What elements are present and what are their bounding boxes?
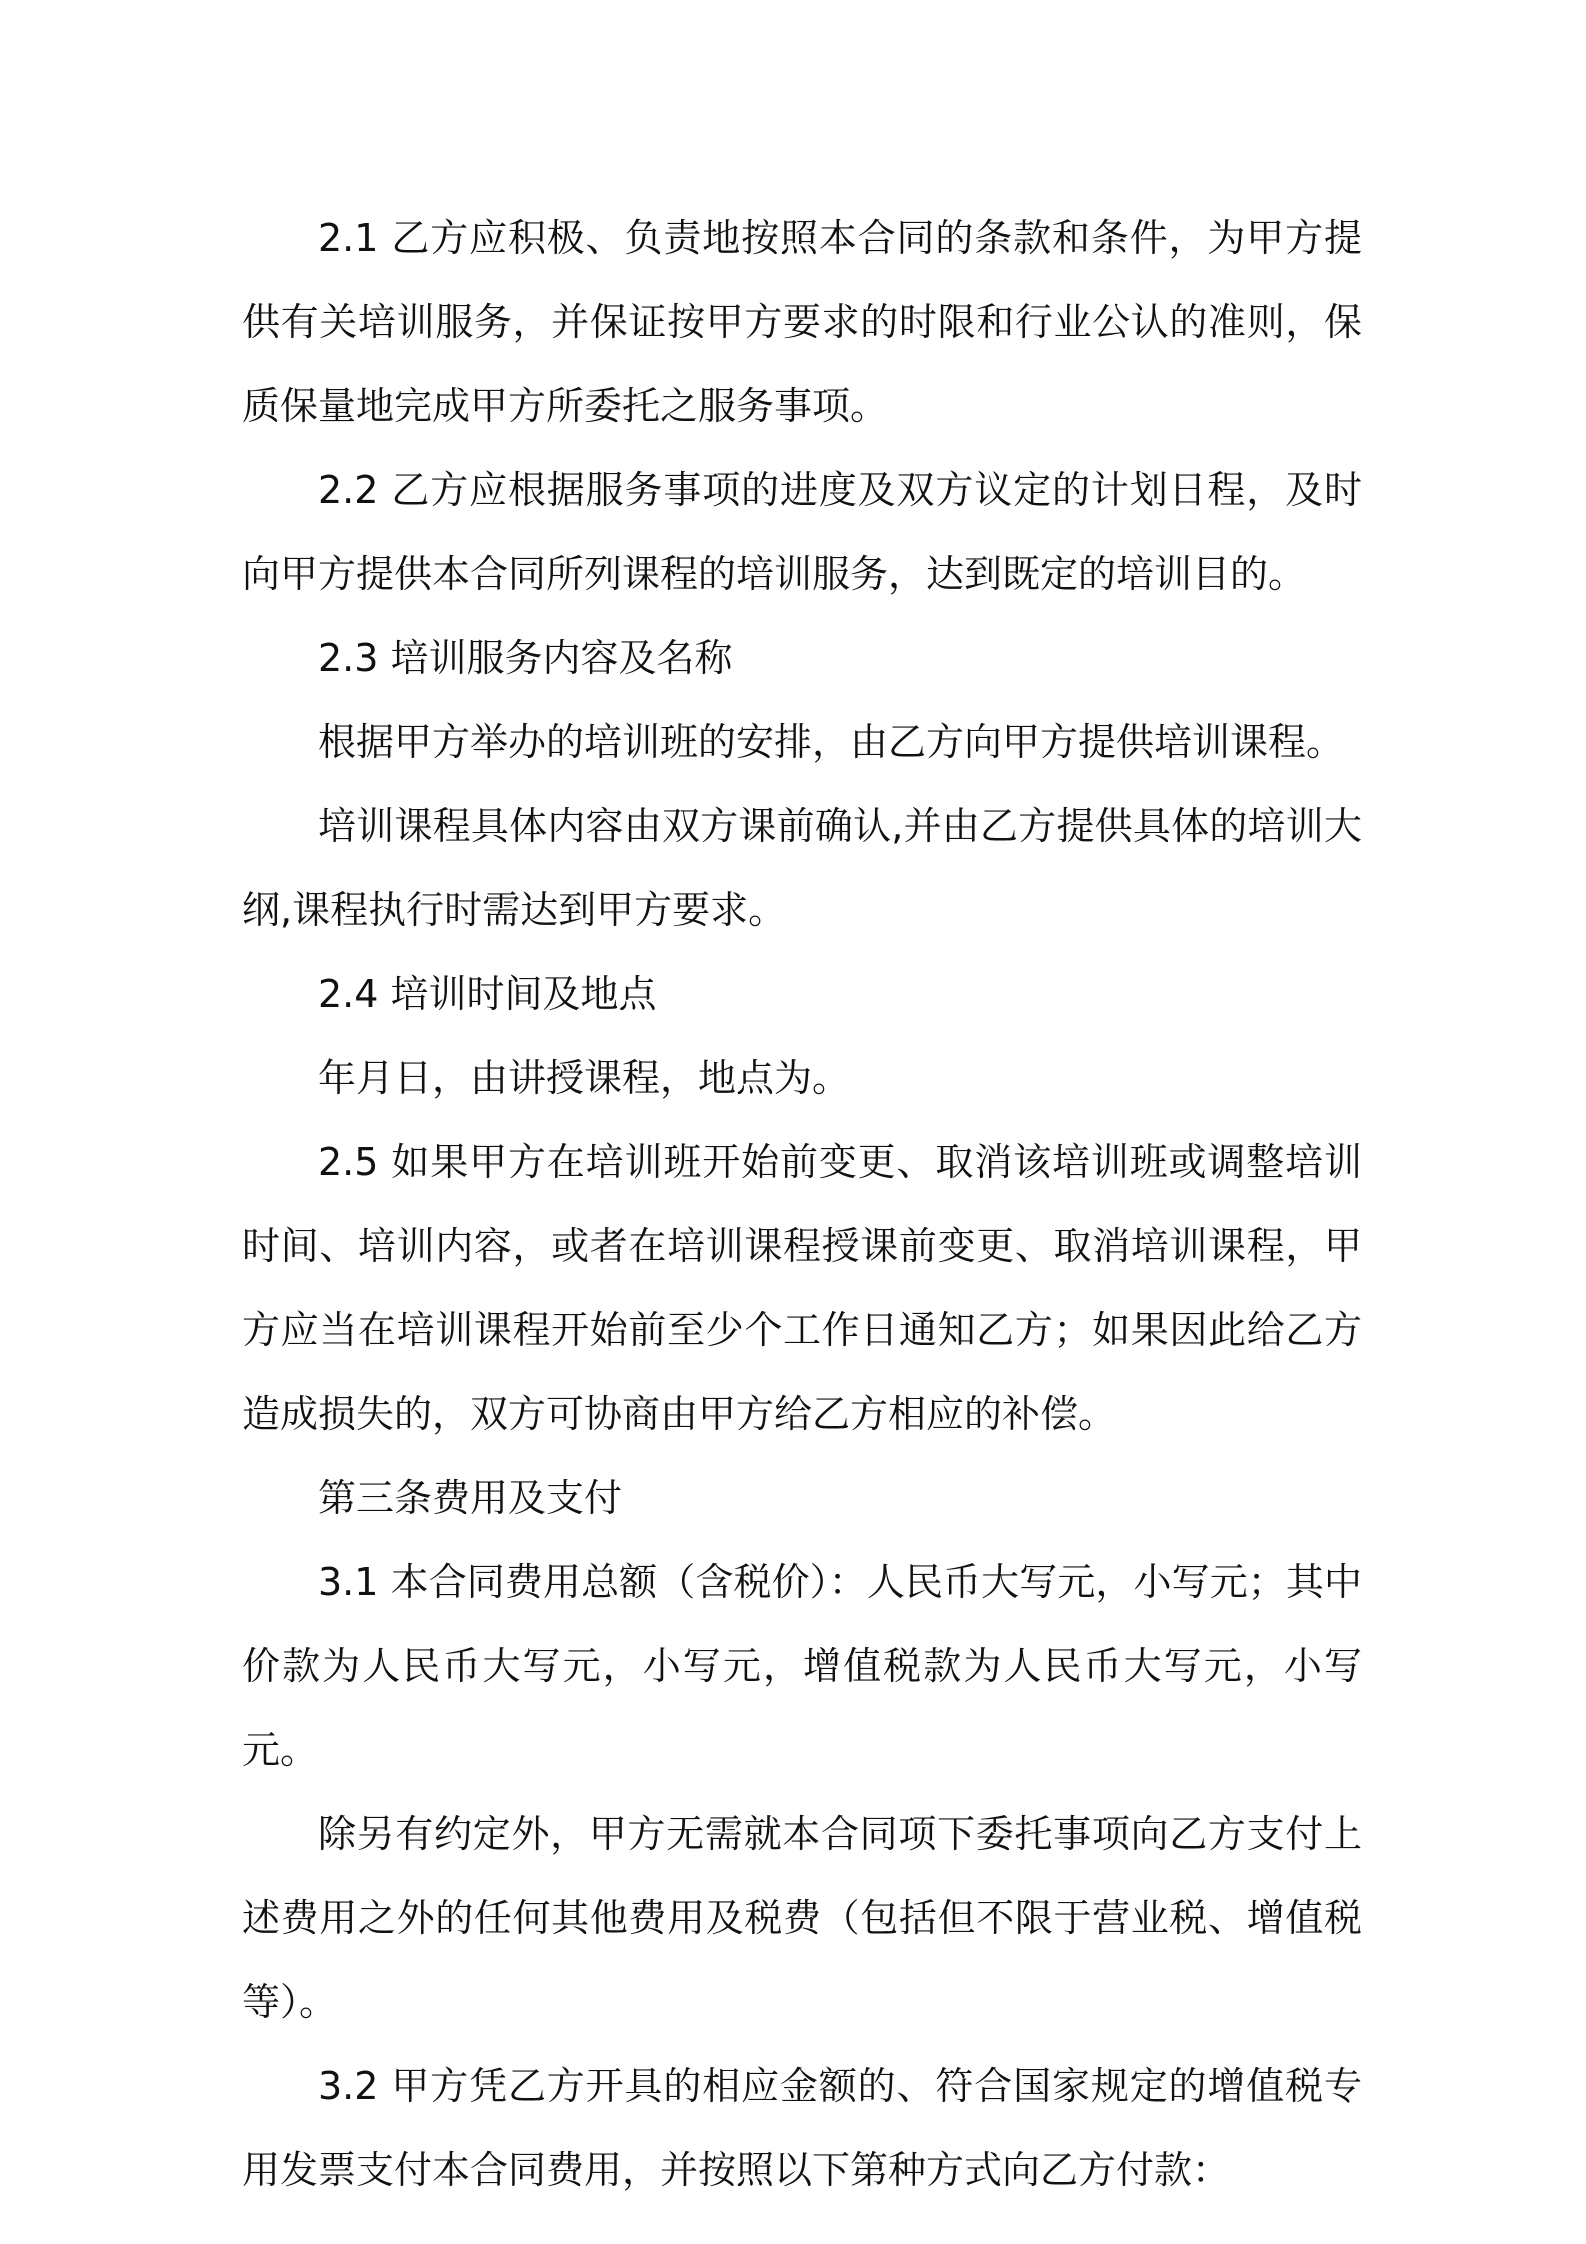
- paragraph-2-1: 2.1 乙方应积极、负责地按照本合同的条款和条件，为甲方提供有关培训服务，并保证按甲方要求的时限和行业公认的准则，保质保量地完成甲方所委托之服务事项。: [242, 216, 1362, 428]
- paragraph-3-1: 3.1 本合同费用总额（含税价）：人民币大写元，小写元；其中价款为人民币大写元，小写元，增值税款为人民币大写元，小写元。: [242, 1560, 1362, 1772]
- document-body: [242, 196, 1362, 2212]
- paragraph-2-3-content: 培训课程具体内容由双方课前确认,并由乙方提供具体的培训大纲,课程执行时需达到甲方要求。: [242, 804, 1362, 932]
- paragraph-3-1-extra: 除另有约定外，甲方无需就本合同项下委托事项向乙方支付上述费用之外的任何其他费用及税费（包括但不限于营业税、增值税等）。: [242, 1812, 1362, 2024]
- paragraph-2-5: 2.5 如果甲方在培训班开始前变更、取消该培训班或调整培训时间、培训内容，或者在培训课程授课前变更、取消培训课程，甲方应当在培训课程开始前至少个工作日通知乙方；如果因此给乙方造成损失的，双方可协商由甲方给乙方相应的补偿。: [242, 1140, 1362, 1436]
- paragraph-3-2: 3.2 甲方凭乙方开具的相应金额的、符合国家规定的增值税专用发票支付本合同费用，并按照以下第种方式向乙方付款：: [242, 2064, 1362, 2192]
- heading-2-4: 2.4 培训时间及地点: [318, 972, 657, 1016]
- paragraph-2-4-time-place: 年月日，由讲授课程，地点为。: [318, 1056, 851, 1100]
- heading-2-3: 2.3 培训服务内容及名称: [318, 636, 733, 680]
- paragraph-2-3-arrangement: 根据甲方举办的培训班的安排，由乙方向甲方提供培训课程。: [318, 720, 1345, 764]
- paragraph-2-2: 2.2 乙方应根据服务事项的进度及双方议定的计划日程，及时向甲方提供本合同所列课程的培训服务，达到既定的培训目的。: [242, 468, 1362, 596]
- heading-article-3: 第三条费用及支付: [318, 1476, 623, 1520]
